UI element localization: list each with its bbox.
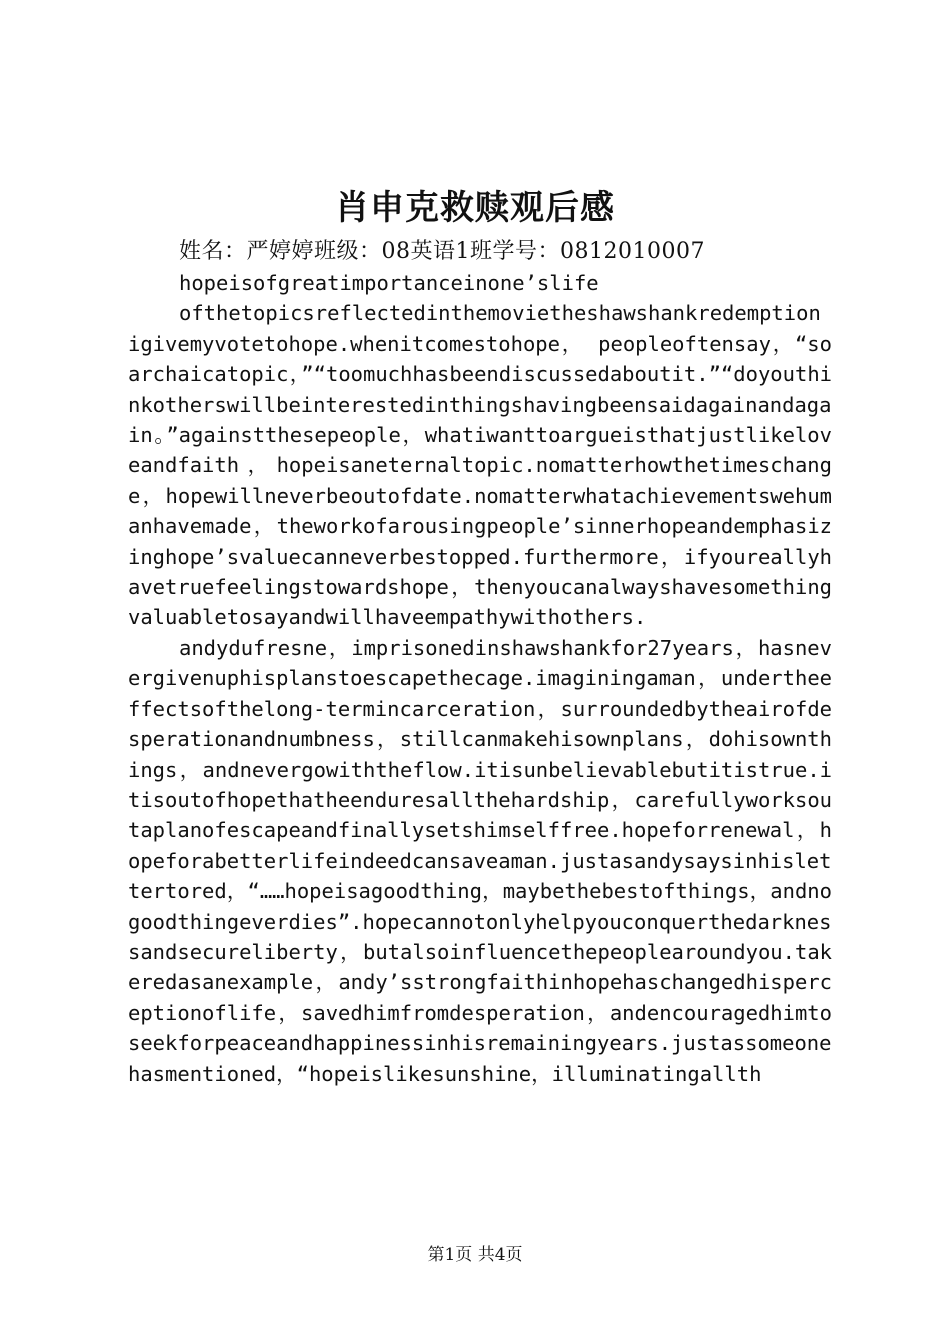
author-info-line: 姓名：严婷婷班级：08英语1班学号：0812010007 [179,239,705,264]
document-body [128,236,832,1089]
paragraph-hope-topic: ofthetopicsreflectedinthemovietheshawshankredemptionigivemyvotetohope.whenitcomestohope， peopleoftensay，“soarchaicatopic，”“toomuchhasbeendiscussedaboutit.”“doyouthinkotherswillbeinterestedinthingshavingbeensaidagainandagain。”againstthesepeople，whatiwanttoargueisthatjustlikeloveandfaith，hopeisaneternaltopic.nomatterhowthetimeschange，hopewillneverbeoutofdate.nomatterwhatachievementswehumanhavemade，theworkofarousingpeople’sinnerhopeandemphasizinghope’svaluecanneverbestopped.furthermore，ifyoureallyhavetruefeelingstowardshope，thenyoucanalwayshavesomethingvaluabletosayandwillhaveempathywithothers. [128,301,832,630]
page-title: 肖申克救赎观后感 [335,188,615,228]
page-number-footer: 第1页 共4页 [427,1245,523,1265]
paragraph-andy-dufresne: andydufresne，imprisonedinshawshankfor27years，hasnevergivenuphisplanstoescapethecage.imaginingaman，undertheeffectsofthelong-termincarceration，surroundedbytheairofdesperationandnumbness，stillcanmakehisownplans，dohisownthings，andnevergowiththeflow.itisunbelievablebutitistrue.itisoutofhopethatheenduresallthehardship，carefullyworksoutaplanofescapeandfinallysetshimselffree.hopeforrenewal，hopeforabetterlifeindeedcansaveaman.justasandysaysinhislettertored，“……hopeisagoodthing，maybethebestofthings，andnogoodthingeverdies”.hopecannotonlyhelpyouconquerthedarknessandsecureliberty，butalsoinfluencethepeoplearoundyou.takeredasanexample，andy’sstrongfaithinhopehaschangedhisperceptionoflife，savedhimfromdesperation，andencouragedhimtoseekforpeaceandhappinessinhisremainingyears.justassomeonehasmentioned，“hopeislikesunshine，illuminatingallth [128,635,832,1086]
paragraph-intro-line: hopeisofgreatimportanceinone’slife [179,271,599,295]
